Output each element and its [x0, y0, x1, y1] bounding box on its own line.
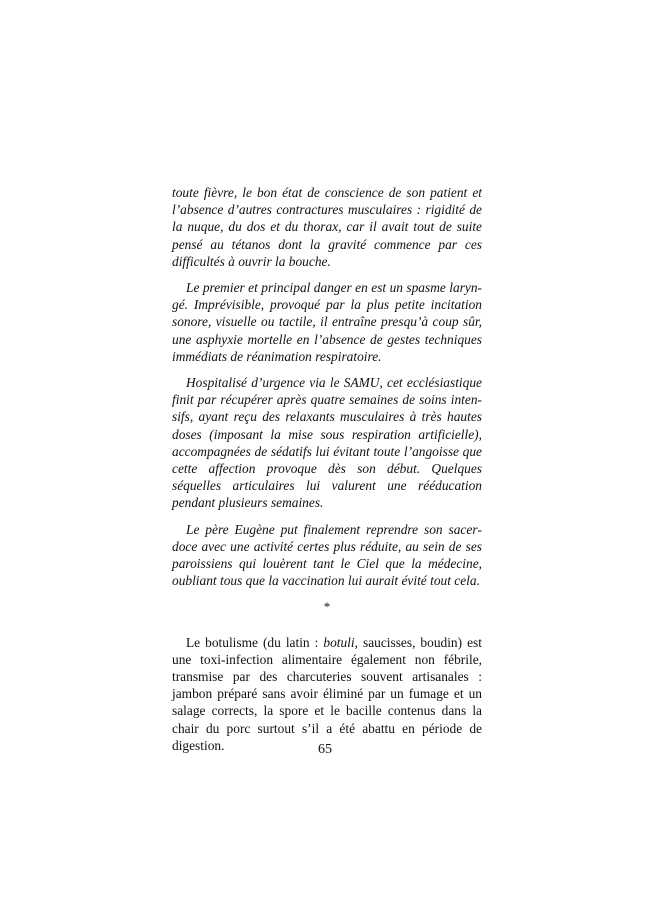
paragraph-3: Hospitalisé d’urgence via le SAMU, cet ecclésiastique finit par récupérer après quatre semaines de soins intensifs, ayant reçu des relaxants musculaires à très hautes doses (imposant la mise sous respiration artificielle), accompagnées de sédatifs lui évitant toute l’angoisse que cette affection provoque dès son début. Quelques séquelles articulaires lui valurent une rééducation pendant plusieurs semaines. [172, 375, 482, 511]
section-separator: * [323, 599, 331, 615]
body-text [172, 184, 482, 763]
paragraph-1: toute fièvre, le bon état de conscience de son patient et l’absence d’autres contractures musculaires : rigidité de la nuque, du dos et du thorax, car il avait tout de suite pensé au tétanos dont la gravité commence par ces difficultés à ouvrir la bouche. [172, 185, 482, 269]
paragraph-4: Le père Eugène put finalement reprendre son sacerdoce avec une activité certes plus réduite, au sein de ses paroissiens qui louèrent tant le Ciel que la médecine, oubliant tous que la vaccination lui aurait évité tout cela. [172, 521, 482, 589]
page-number: 65 [318, 742, 332, 757]
paragraph-5 [172, 634, 482, 754]
paragraph-2: Le premier et principal danger en est un spasme laryngé. Imprévisible, provoqué par la plus petite incitation sonore, visuelle ou tactile, il entraîne presqu’à coup sûr, une asphyxie mortelle en l’absence de gestes techniques immédiats de réanimation respiratoire. [172, 280, 482, 364]
latin-term: botuli [323, 634, 355, 650]
paragraph-5-rest: , saucisses, boudin) est une toxi-infection alimentaire également non fébrile, transmise par des charcuteries souvent artisanales : jambon préparé sans avoir éliminé par un fumage et un salage corrects, la spore et le bacille contenus dans la chair du porc surtout s’il a été abattu en période de digestion. [172, 634, 482, 753]
paragraph-5-lead: Le botulisme (du latin : [186, 634, 324, 650]
